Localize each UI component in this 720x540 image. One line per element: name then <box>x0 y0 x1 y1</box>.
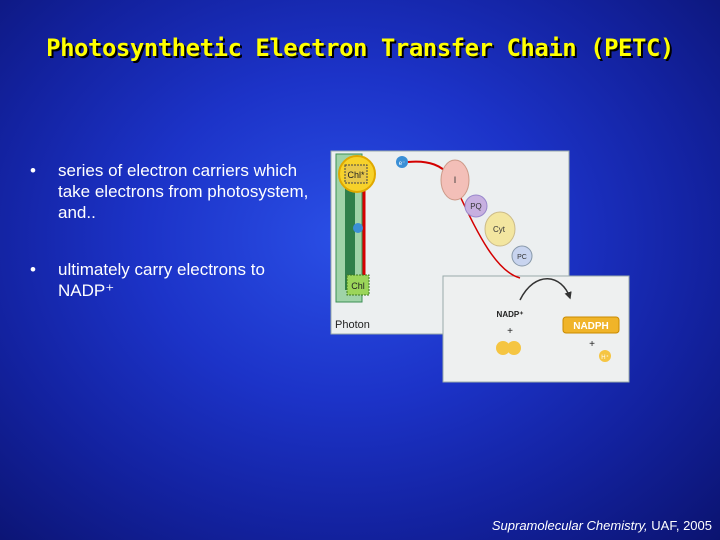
bullet-list <box>30 160 320 337</box>
petc-diagram <box>330 150 630 383</box>
electron-pair-icon <box>507 341 521 355</box>
plus-sign: + <box>507 326 513 337</box>
carrier-pq-label: PQ <box>470 202 482 211</box>
carrier-pc-label: PC <box>517 254 527 261</box>
carrier-cyt-label: Cyt <box>493 225 505 234</box>
electron-label: e⁻ <box>398 161 406 167</box>
footer-credit <box>492 518 712 533</box>
proton-label: H⁺ <box>601 355 609 361</box>
bullet-item <box>30 259 320 301</box>
bullet-text: series of electron carriers which take electrons from photosystem, and.. <box>58 161 309 222</box>
footer-course: Supramolecular Chemistry, <box>491 518 648 533</box>
plus-sign: + <box>589 339 595 350</box>
footer-rest: UAF, 2005 <box>647 518 712 533</box>
nadp-label: NADP⁺ <box>496 310 524 319</box>
bullet-marker: • <box>30 260 36 279</box>
slide-title: Photosynthetic Electron Transfer Chain (PETC) <box>46 34 674 62</box>
bullet-text: ultimately carry electrons to NADP⁺ <box>58 260 265 300</box>
chl-excited-label: Chl* <box>347 170 365 180</box>
nadph-label: NADPH <box>573 321 609 332</box>
photon-label: Photon <box>335 319 370 331</box>
chl-label: Chl <box>351 281 365 291</box>
carrier-i-label: I <box>453 175 457 185</box>
bullet-marker: • <box>30 161 36 180</box>
electron-icon <box>353 223 363 233</box>
photosystem-core <box>345 180 355 290</box>
bullet-item <box>30 160 320 223</box>
